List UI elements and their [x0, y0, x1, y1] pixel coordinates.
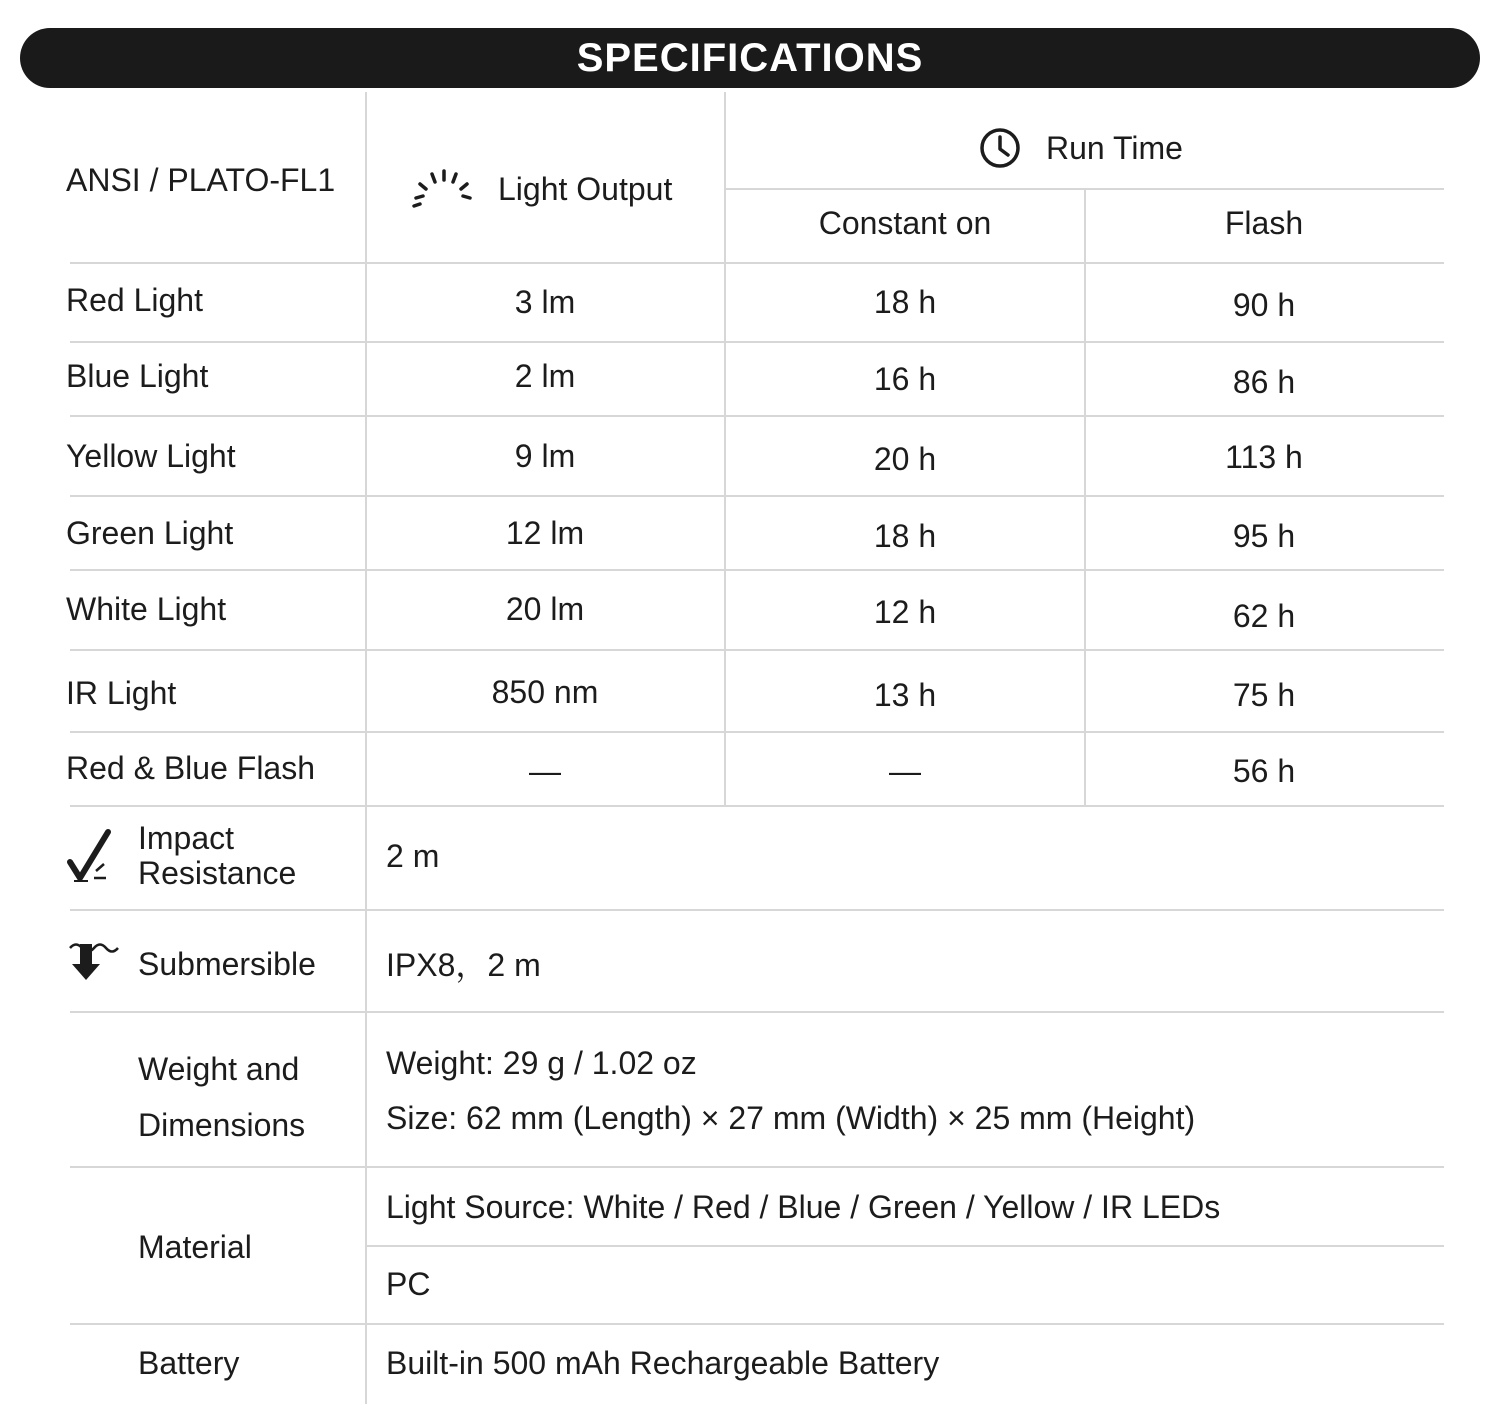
material-body: PC	[386, 1266, 431, 1302]
row-constant: 12 h	[873, 594, 937, 630]
submersible-icon	[66, 938, 124, 982]
row-mode: White Light	[66, 591, 227, 627]
divider	[70, 341, 1444, 343]
row-constant: 13 h	[873, 677, 937, 713]
row-mode: Blue Light	[66, 358, 209, 394]
material-source: Light Source: White / Red / Blue / Green / Yellow / IR LEDs	[386, 1189, 1221, 1225]
row-flash: 62 h	[1232, 598, 1296, 634]
row-flash: 113 h	[1225, 439, 1303, 475]
weight-label: Weight and	[138, 1051, 300, 1087]
row-constant: 16 h	[873, 361, 937, 397]
row-output: 20 lm	[505, 591, 585, 627]
divider	[365, 92, 367, 1404]
divider	[70, 415, 1444, 417]
divider	[1084, 189, 1086, 806]
divider	[70, 569, 1444, 571]
row-mode: Green Light	[66, 515, 234, 551]
divider	[726, 188, 1444, 190]
row-flash: 75 h	[1232, 677, 1296, 713]
divider	[70, 1323, 1444, 1325]
impact-label: Impact	[138, 820, 235, 856]
row-output: 850 nm	[491, 674, 599, 710]
divider	[724, 92, 726, 806]
row-output: 3 lm	[514, 284, 576, 320]
submersible-label: Submersible	[138, 946, 316, 982]
row-flash: 56 h	[1232, 753, 1296, 789]
battery-label: Battery	[138, 1345, 240, 1381]
row-flash: 90 h	[1232, 287, 1296, 323]
row-output: 2 lm	[514, 358, 576, 394]
row-mode: Red & Blue Flash	[66, 750, 316, 786]
impact-icon	[66, 826, 122, 884]
battery-value: Built-in 500 mAh Rechargeable Battery	[386, 1345, 940, 1381]
impact-label: Resistance	[138, 855, 297, 891]
row-output: —	[529, 753, 561, 789]
divider	[70, 1166, 1444, 1168]
material-label: Material	[138, 1229, 252, 1265]
row-constant: —	[889, 753, 921, 789]
header-light-output: Light Output	[498, 171, 673, 207]
row-constant: 20 h	[873, 441, 937, 477]
row-flash: 86 h	[1232, 364, 1296, 400]
row-output: 9 lm	[514, 438, 576, 474]
header-standard: ANSI / PLATO-FL1	[66, 162, 336, 198]
divider	[70, 495, 1444, 497]
row-mode: IR Light	[66, 675, 177, 711]
header-run-time: Run Time	[1046, 130, 1183, 166]
row-flash: 95 h	[1232, 518, 1296, 554]
header-flash: Flash	[1224, 205, 1304, 241]
clock-icon	[978, 126, 1022, 170]
impact-value: 2 m	[386, 838, 440, 874]
submersible-value: IPX8，2 m	[386, 947, 541, 983]
light-burst-icon	[410, 168, 474, 208]
header-constant-on: Constant on	[818, 205, 992, 241]
row-mode: Red Light	[66, 282, 203, 318]
divider	[70, 909, 1444, 911]
row-constant: 18 h	[873, 284, 937, 320]
row-constant: 18 h	[873, 518, 937, 554]
divider	[70, 262, 1444, 264]
divider	[367, 1245, 1444, 1247]
size-value: Size: 62 mm (Length) × 27 mm (Width) × 25 mm (Height)	[386, 1100, 1196, 1136]
divider	[70, 649, 1444, 651]
weight-label: Dimensions	[138, 1107, 306, 1143]
weight-value: Weight: 29 g / 1.02 oz	[386, 1045, 697, 1081]
page-title: SPECIFICATIONS	[576, 35, 924, 80]
divider	[70, 805, 1444, 807]
row-output: 12 lm	[505, 515, 585, 551]
divider	[70, 1011, 1444, 1013]
divider	[70, 731, 1444, 733]
row-mode: Yellow Light	[66, 438, 236, 474]
